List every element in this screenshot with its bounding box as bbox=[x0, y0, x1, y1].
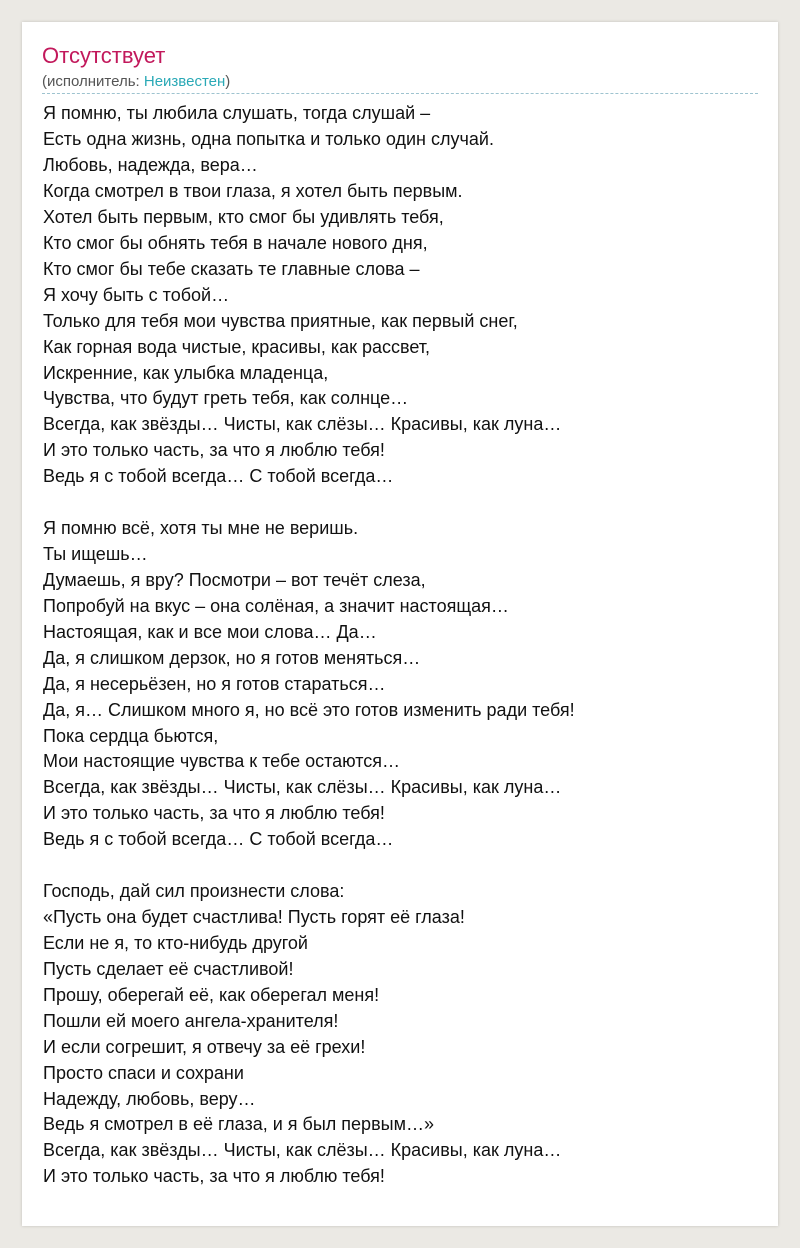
lyric-line: Пошли ей моего ангела-хранителя! bbox=[43, 1010, 339, 1031]
lyric-line: Думаешь, я вру? Посмотри – вот течёт слеза, bbox=[43, 569, 426, 590]
artist-link[interactable]: Неизвестен bbox=[143, 73, 226, 90]
lyric-line: Если не я, то кто-нибудь другой bbox=[43, 932, 308, 953]
lyric-line: Ведь я с тобой всегда… С тобой всегда… bbox=[43, 829, 394, 850]
lyric-line: Всегда, как звёзды… Чисты, как слёзы… Красивы, как луна… bbox=[43, 1140, 562, 1161]
lyric-line: Хотел быть первым, кто смог бы удивлять тебя, bbox=[43, 206, 444, 227]
lyric-line: Ведь я смотрел в её глаза, и я был первым…» bbox=[43, 1114, 434, 1135]
lyric-line: Господь, дай сил произнести слова: bbox=[43, 880, 345, 901]
lyric-line: Да, я несерьёзен, но я готов стараться… bbox=[43, 673, 386, 694]
header-divider bbox=[42, 93, 758, 94]
lyric-line: Ведь я с тобой всегда… С тобой всегда… bbox=[43, 466, 394, 487]
lyric-line: Да, я слишком дерзок, но я готов меняться… bbox=[43, 647, 421, 668]
lyric-line: Да, я… Слишком много я, но всё это готов изменить ради тебя! bbox=[43, 699, 575, 720]
lyric-line: Когда смотрел в твои глаза, я хотел быть первым. bbox=[43, 180, 463, 201]
lyric-line: Ты ищешь… bbox=[43, 543, 148, 564]
lyric-line: И это только часть, за что я люблю тебя! bbox=[43, 803, 385, 824]
lyric-line: Просто спаси и сохрани bbox=[43, 1062, 244, 1083]
lyric-line: Прошу, оберегай её, как оберегал меня! bbox=[43, 984, 380, 1005]
lyrics-body bbox=[43, 101, 759, 1216]
lyric-line: Как горная вода чистые, красивы, как рассвет, bbox=[43, 336, 431, 357]
lyric-line: Надежду, любовь, веру… bbox=[43, 1088, 256, 1109]
artist-prefix: (исполнитель: bbox=[42, 73, 144, 90]
lyric-line: Я хочу быть с тобой… bbox=[43, 284, 230, 305]
lyrics-stanza bbox=[43, 516, 759, 853]
lyric-line: Искренние, как улыбка младенца, bbox=[43, 362, 329, 383]
lyric-line: И это только часть, за что я люблю тебя! bbox=[43, 440, 385, 461]
lyric-line: И если согрешит, я отвечу за её грехи! bbox=[43, 1036, 366, 1057]
lyric-line: Кто смог бы тебе сказать те главные слова – bbox=[43, 258, 420, 279]
lyric-line: И это только часть, за что я люблю тебя! bbox=[43, 1166, 385, 1187]
lyric-line: Есть одна жизнь, одна попытка и только один случай. bbox=[43, 128, 494, 149]
lyric-line: Попробуй на вкус – она солёная, а значит настоящая… bbox=[43, 595, 509, 616]
lyrics-stanza bbox=[43, 879, 759, 1190]
lyric-line: Чувства, что будут греть тебя, как солнце… bbox=[43, 388, 409, 409]
artist-line bbox=[42, 72, 230, 92]
song-title: Отсутствует bbox=[42, 43, 166, 68]
lyric-line: Я помню, ты любила слушать, тогда слушай – bbox=[43, 103, 431, 123]
lyric-line: Только для тебя мои чувства приятные, как первый снег, bbox=[43, 310, 518, 331]
lyric-line: Мои настоящие чувства к тебе остаются… bbox=[43, 751, 401, 772]
lyric-line: Всегда, как звёзды… Чисты, как слёзы… Красивы, как луна… bbox=[43, 777, 562, 798]
lyric-line: Пусть сделает её счастливой! bbox=[43, 958, 294, 979]
lyrics-card bbox=[22, 22, 778, 1226]
lyric-line: Кто смог бы обнять тебя в начале нового дня, bbox=[43, 232, 428, 253]
lyric-line: Я помню всё, хотя ты мне не веришь. bbox=[43, 517, 359, 538]
lyric-line: Пока сердца бьются, bbox=[43, 725, 219, 746]
lyric-line: Настоящая, как и все мои слова… Да… bbox=[43, 621, 377, 642]
lyric-line: Любовь, надежда, вера… bbox=[43, 154, 258, 175]
lyric-line: «Пусть она будет счастлива! Пусть горят её глаза! bbox=[43, 906, 465, 927]
artist-suffix: ) bbox=[225, 73, 231, 90]
lyrics-stanza bbox=[43, 101, 759, 490]
lyric-line: Всегда, как звёзды… Чисты, как слёзы… Красивы, как луна… bbox=[43, 414, 562, 435]
